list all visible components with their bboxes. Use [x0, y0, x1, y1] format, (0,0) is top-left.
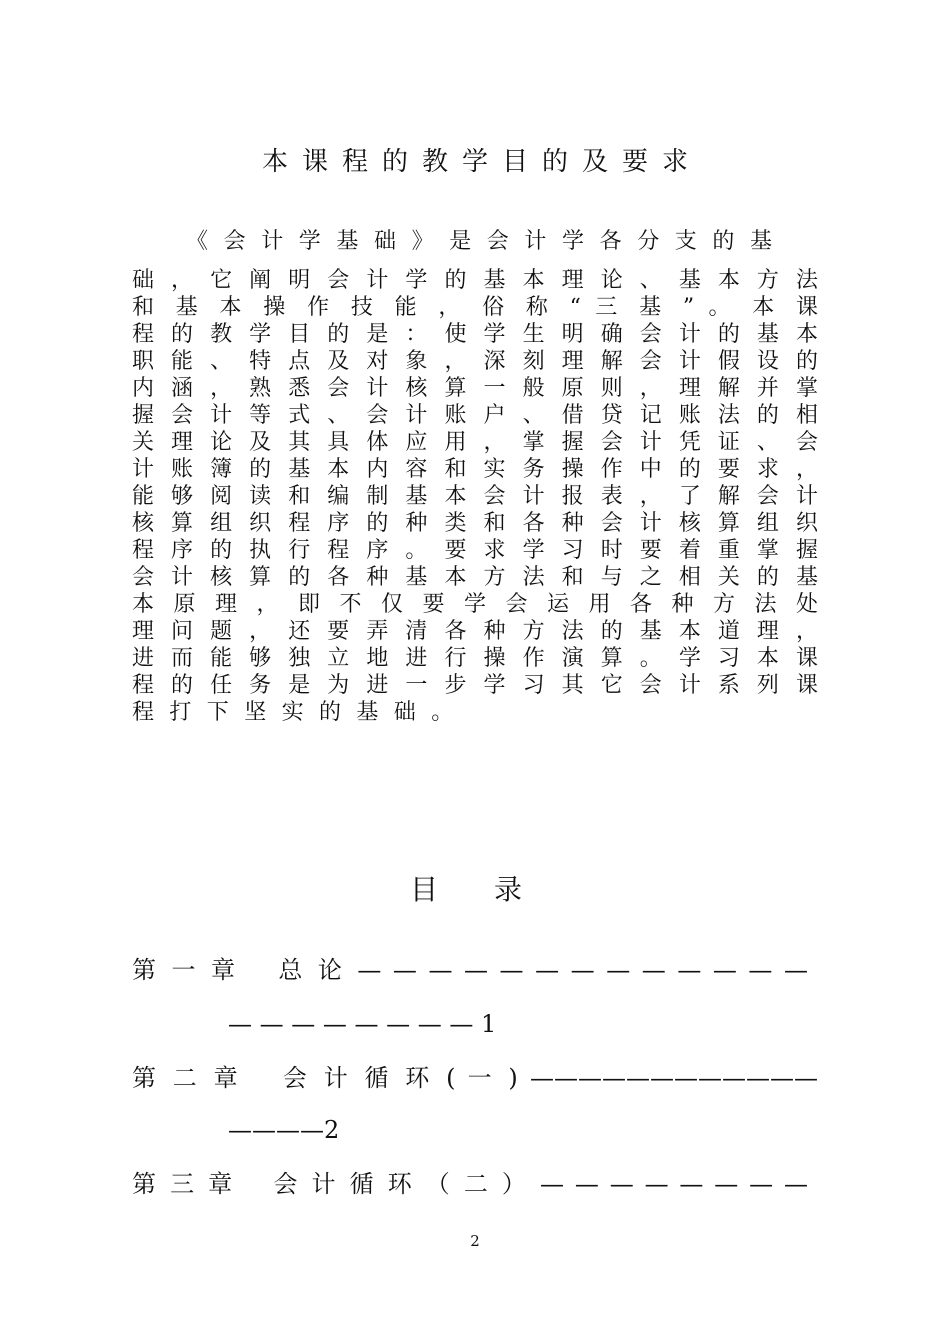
- intro-line: 和 基 本 操 作 技 能 ， 俗 称 “ 三 基 ” 。 本 课: [132, 295, 818, 320]
- intro-paragraph: [132, 267, 818, 726]
- intro-line-last: 程打下坚实的基础。: [132, 700, 469, 725]
- toc-title: [410, 870, 550, 910]
- intro-line: 理 问 题 ， 还 要 弄 清 各 种 方 法 的 基 本 道 理 ，: [132, 619, 818, 644]
- intro-line: 计 账 簿 的 基 本 内 容 和 实 务 操 作 中 的 要 求 ，: [132, 457, 818, 482]
- intro-line: 程 的 教 学 目 的 是 ： 使 学 生 明 确 会 计 的 基 本: [132, 322, 818, 347]
- toc-entry-chapter-1-page[interactable]: — — — — — — — — 1: [228, 1010, 497, 1038]
- page-number: 2: [470, 1232, 480, 1250]
- intro-line: 程 的 任 务 是 为 进 一 步 学 习 其 它 会 计 系 列 课: [132, 673, 818, 698]
- intro-line: 本 原 理 ， 即 不 仅 要 学 会 运 用 各 种 方 法 处: [132, 592, 818, 617]
- intro-line: 核 算 组 织 程 序 的 种 类 和 各 种 会 计 核 算 组 织: [132, 511, 818, 536]
- intro-line: 能 够 阅 读 和 编 制 基 本 会 计 报 表 ， 了 解 会 计: [132, 484, 818, 509]
- toc-title-char: 录: [494, 873, 523, 906]
- intro-line: 职 能 、 特 点 及 对 象 ， 深 刻 理 解 会 计 假 设 的: [132, 349, 818, 374]
- toc-entry-chapter-3[interactable]: 第 三 章 会 计 循 环 （ 二 ） — — — — — — — —: [132, 1170, 808, 1198]
- toc-entry-chapter-1[interactable]: 第 一 章 总 论 — — — — — — — — — — — — —: [132, 956, 808, 984]
- toc-entry-chapter-2[interactable]: 第 二 章 会 计 循 环 ( 一 ) ————————————: [132, 1064, 818, 1092]
- intro-line: 础 ， 它 阐 明 会 计 学 的 基 本 理 论 、 基 本 方 法: [132, 268, 818, 293]
- page-title: 本课程的教学目的及要求: [261, 147, 702, 177]
- toc-entry-chapter-2-page[interactable]: ————2: [228, 1116, 340, 1144]
- intro-paragraph-first-line: 《会计学基础》是会计学各分支的基: [186, 229, 788, 254]
- toc-title-char: 目: [410, 873, 439, 906]
- intro-line: 程 序 的 执 行 程 序 。 要 求 学 习 时 要 着 重 掌 握: [132, 538, 818, 563]
- intro-line: 进 而 能 够 独 立 地 进 行 操 作 演 算 。 学 习 本 课: [132, 646, 818, 671]
- intro-line: 握 会 计 等 式 、 会 计 账 户 、 借 贷 记 账 法 的 相: [132, 403, 818, 428]
- intro-line: 内 涵 ， 熟 悉 会 计 核 算 一 般 原 则 ， 理 解 并 掌: [132, 376, 818, 401]
- intro-line: 关 理 论 及 其 具 体 应 用 ， 掌 握 会 计 凭 证 、 会: [132, 430, 818, 455]
- intro-line: 会 计 核 算 的 各 种 基 本 方 法 和 与 之 相 关 的 基: [132, 565, 818, 590]
